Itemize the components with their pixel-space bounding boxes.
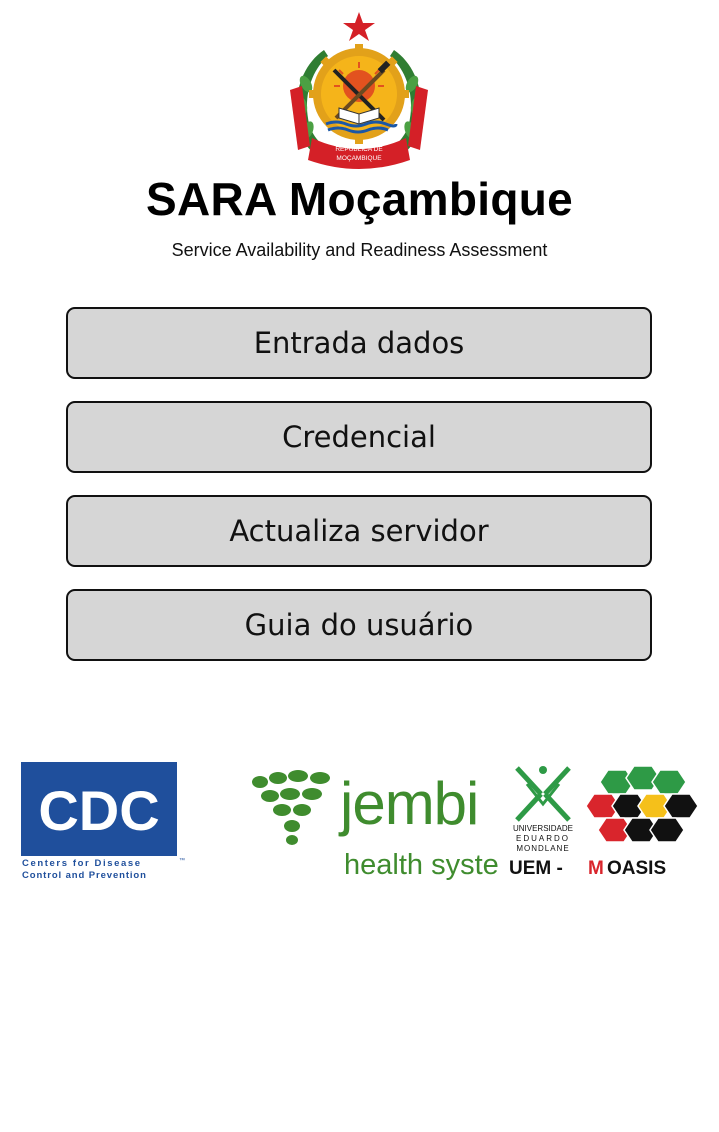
update-server-button[interactable]: Actualiza servidor [66, 495, 652, 567]
cdc-line1: Centers for Disease [22, 858, 142, 869]
cdc-line2: Control and Prevention [22, 870, 147, 880]
moasis-rest: OASIS [607, 858, 667, 879]
credentials-button[interactable]: Credencial [66, 401, 652, 473]
emblem-banner-line1: REPÚBLICA DE [335, 146, 383, 153]
jembi-name: jembi [340, 770, 479, 837]
user-guide-button[interactable]: Guia do usuário [66, 589, 652, 661]
mozambique-emblem [284, 10, 434, 172]
jembi-logo [248, 760, 498, 884]
moasis-logo [586, 764, 698, 880]
moasis-prefix: UEM - [509, 858, 563, 879]
uem-line2: EDUARDO [515, 834, 571, 843]
uem-logo [507, 764, 579, 880]
cdc-logo [21, 762, 189, 880]
jembi-tagline: health syste [344, 849, 498, 881]
moasis-m: M [588, 858, 604, 879]
cdc-trademark: ™ [179, 858, 185, 864]
emblem-banner-line2: MOÇAMBIQUE [336, 155, 382, 162]
app-subtitle: Service Availability and Readiness Assessment [171, 240, 548, 260]
uem-line3: MONDLANE [516, 844, 570, 853]
data-entry-button[interactable]: Entrada dados [66, 307, 652, 379]
cdc-abbr: CDC [38, 779, 160, 842]
uem-line1: UNIVERSIDADE [512, 824, 574, 833]
app-title: SARA Moçambique [145, 173, 574, 225]
